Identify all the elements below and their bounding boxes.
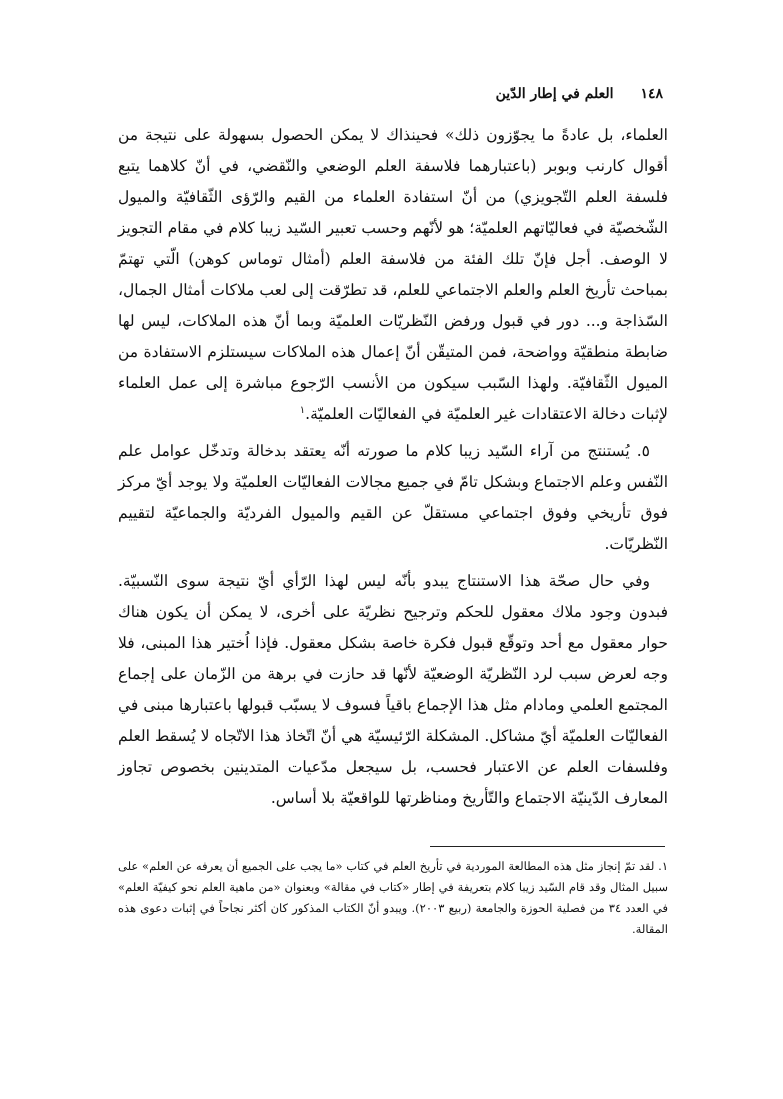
body-text	[118, 120, 668, 820]
footnote-divider	[430, 846, 665, 847]
paragraph: وفي حال صحّة هذا الاستنتاج يبدو بأنّه ليس لهذا الرّأي أيّ نتيجة سوى النّسبيّة. فبدون وجود ملاك معقول للحكم وترجيح نظريّة على أخرى، لا يمكن أن يكون هناك حوار معقول مع أحد وتوقّع قبول فكرة خاصة بشكل معقول. فإذا اُختير هذا المبنى، فلا وجه لعرض سبب لرد النّظريّة الوضعيّة لأنّها قد حازت في برهة من الزّمان على إجماع المجتمع العلمي ومادام مثل هذا الإجماع باقياً فسوف لا يسبّب قبولها باعتبارها مبنى في الفعاليّات العلميّة أيّ مشاكل. المشكلة الرّئيسيّة هي أنّ اتّخاذ هذا الاتّجاه لا يُسقط العلم وفلسفات العلم عن الاعتبار فحسب، بل سيجعل مدّعيات المتدينين بخصوص تجاوز المعارف الدّينيّة الاجتماع والتّأريخ ومناظرتها للواقعيّة بلا أساس.	[118, 572, 668, 807]
paragraph	[118, 120, 668, 430]
running-title: العلم في إطار الدّين	[495, 86, 614, 102]
paragraph: ٥. يُستنتج من آراء السّيد زيبا كلام ما صورته أنّه يعتقد بدخالة وتدخّل عوامل علم النّفس وعلم الاجتماع وبشكل تامّ في جميع مجالات الفعاليّات العلميّة ولا يوجد أيّ مركز فوق تأريخي وفوق اجتماعي مستقلّ عن القيم والميول الفرديّة والجماعيّة لتقييم النّظريّات.	[118, 442, 668, 553]
paragraph-text: العلماء، بل عادةً ما يجوّزون ذلك» فحينذاك لا يمكن الحصول بسهولة على نتيجة من أقوال كارنب وبوبر (باعتبارهما فلاسفة العلم الوضعي والنّقضي، في أنّ كلاهما يتبع فلسفة العلم التّجويزي) من أنّ استفادة العلماء من القيم والرّؤى الثّقافيّة والميول الشّخصيّة في فعاليّاتهم العلميّة؛ هو لأنّهم وحسب تعبير السّيد زيبا كلام في مقام التجويز لا الوصف. أجل فإنّ تلك الفئة من فلاسفة العلم (أمثال توماس كوهن) الّتي تهتمّ بمباحث تأريخ العلم والعلم الاجتماعي للعلم، قد تطرّقت إلى لعب ملاكات أمثال الجمال، السّذاجة و... دور في قبول ورفض النّظريّات العلميّة وبما أنّ هذه الملاكات، ليس لها ضابطة منطقيّة وواضحة، فمن المتيقّن أنّ إعمال هذه الملاكات سيستلزم الاستفادة من الميول الثّقافيّة. ولهذا السّبب سيكون من الأنسب الرّجوع مباشرة إلى عمل العلماء لإثبات دخالة الاعتقادات غير العلميّة في الفعاليّات العلميّة.	[118, 126, 668, 423]
page-number: ١٤٨	[640, 86, 663, 102]
footnote-marker: ١	[299, 404, 306, 416]
page-header	[496, 86, 663, 102]
footnote: ١. لقد تمّ إنجاز مثل هذه المطالعة الموردية في تأريخ العلم في كتاب «ما يجب على الجميع أن يعرفه عن العلم» على سبيل المثال وقد قام السّيد زيبا كلام بتعريفة في إطار «كتاب في مقالة» وبعنوان «من ماهية العلم نحو كيفيّة العلم» في العدد ٣٤ من فصلية الحوزة والجامعة (ربيع ٢٠٠٣). ويبدو أنّ الكتاب المذكور كان أكثر نجاحاً في إثبات دعوى هذه المقالة.	[118, 859, 668, 936]
